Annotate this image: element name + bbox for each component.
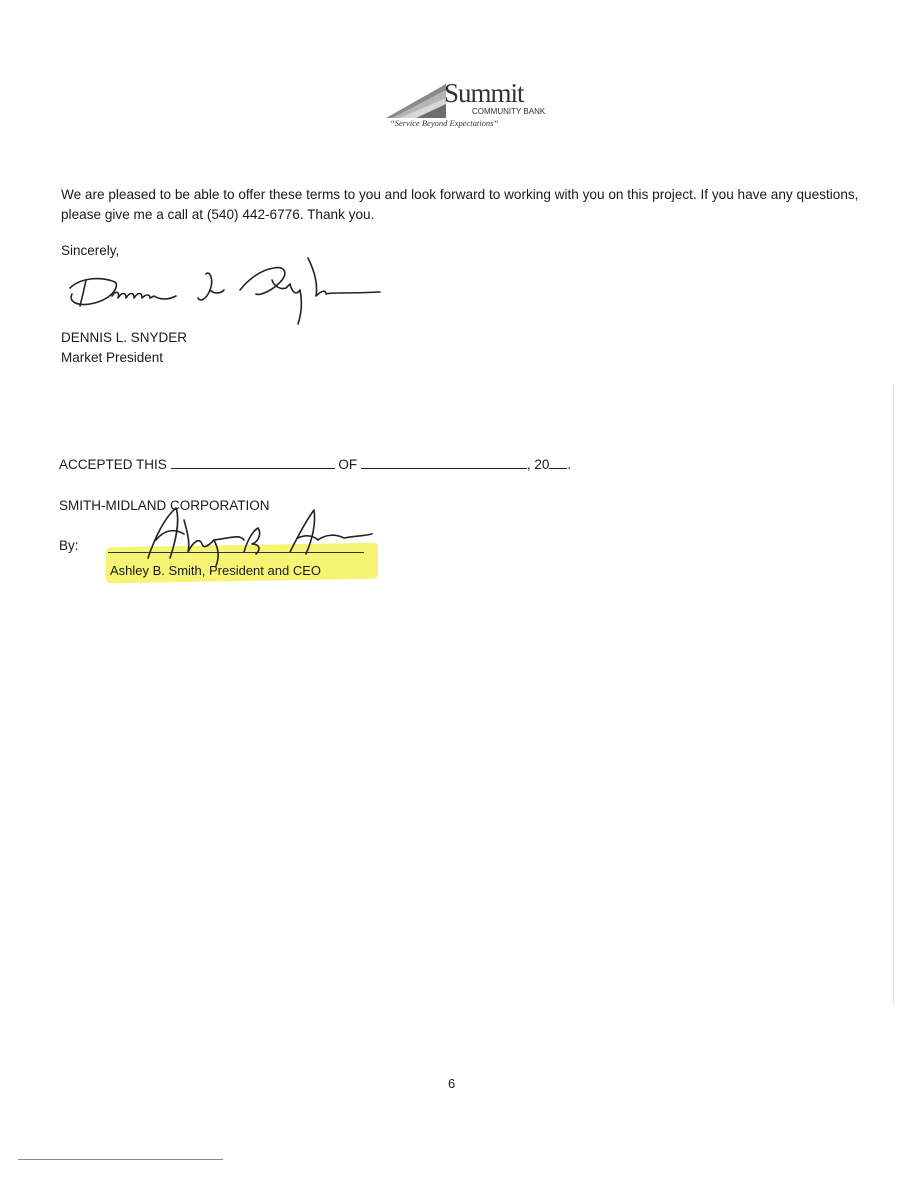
company-name: SMITH-MIDLAND CORPORATION xyxy=(59,498,270,513)
scan-edge-line xyxy=(893,385,894,1005)
summit-bank-logo xyxy=(386,78,546,140)
year-prefix: , 20 xyxy=(526,457,550,472)
page-number: 6 xyxy=(448,1076,456,1091)
mountain-logo-icon xyxy=(386,84,446,118)
letter-body: We are pleased to be able to offer these terms to you and look forward to working with you on this project. If you have any questions, please give me a call at (540) 442-6776. Thank you. xyxy=(61,187,859,222)
dennis-signature xyxy=(60,250,390,340)
logo-tagline: “Service Beyond Expectations” xyxy=(390,118,499,128)
day-blank[interactable] xyxy=(171,454,335,469)
year-blank[interactable] xyxy=(549,454,567,469)
acceptance-line xyxy=(59,454,571,474)
signer-name: DENNIS L. SNYDER xyxy=(61,330,188,345)
signer-title: Market President xyxy=(61,350,164,365)
logo-subtitle: COMMUNITY BANK xyxy=(472,107,546,116)
ashley-signature xyxy=(140,500,380,570)
scan-bottom-line xyxy=(18,1159,223,1160)
signatory-name: Ashley B. Smith, President and CEO xyxy=(110,563,321,578)
of-label: OF xyxy=(338,457,358,472)
by-label: By: xyxy=(59,538,79,553)
year-suffix: . xyxy=(567,457,572,472)
month-blank[interactable] xyxy=(361,454,527,469)
logo-name: Summit xyxy=(444,78,524,108)
accepted-label: ACCEPTED THIS xyxy=(59,457,167,472)
closing-text: Sincerely, xyxy=(61,243,120,258)
